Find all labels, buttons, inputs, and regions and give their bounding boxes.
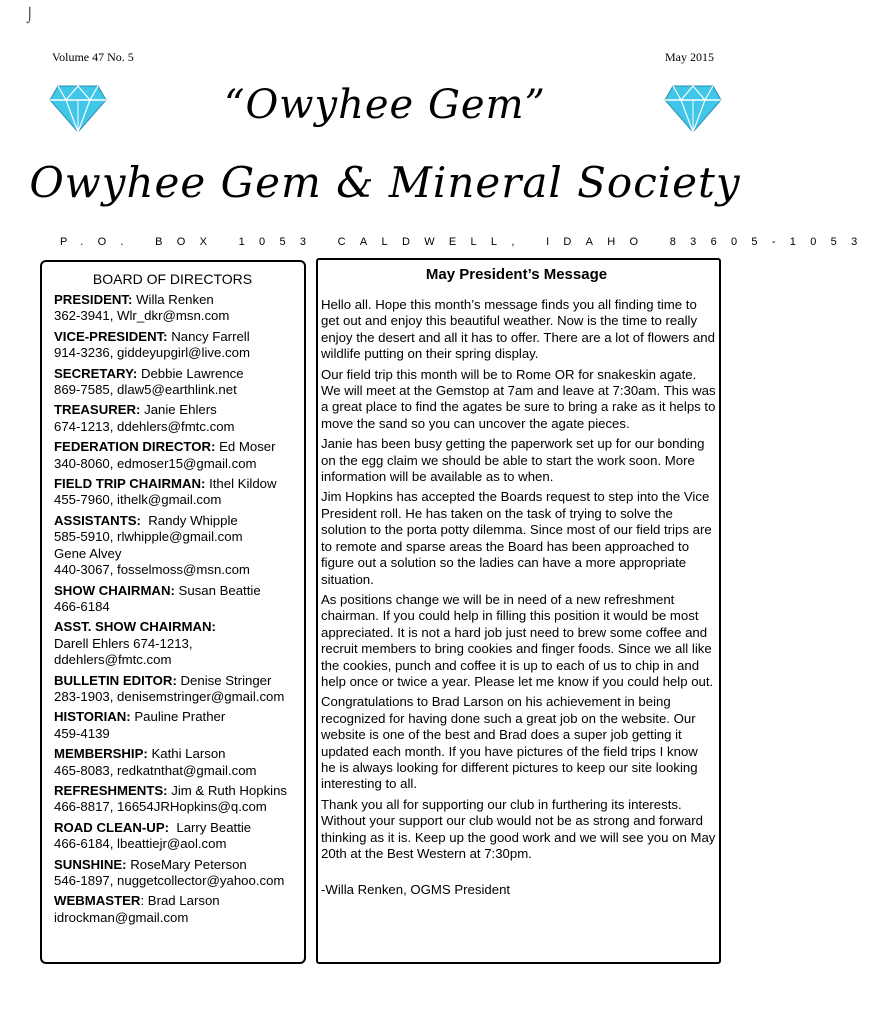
board-entry (54, 583, 306, 616)
board-contact-line: idrockman@gmail.com (54, 909, 189, 925)
corner-mark: ⌡ (26, 8, 34, 24)
board-member-name: Kathi Larson (147, 746, 226, 762)
board-role: FIELD TRIP CHAIRMAN: (54, 476, 206, 492)
board-role: REFRESHMENTS: (54, 782, 168, 798)
board-contact-line: 585-5910, rlwhipple@gmail.com (54, 529, 243, 545)
board-role: WEBMASTER (54, 893, 141, 909)
board-member-name: Larry Beattie (169, 819, 252, 835)
board-contact-line: 466-6184 (54, 598, 110, 614)
board-role: SECRETARY: (54, 365, 138, 381)
issue-date: May 2015 (665, 50, 714, 64)
board-member-name: Denise Stringer (176, 672, 272, 688)
board-entry (54, 513, 306, 579)
board-entry (54, 619, 306, 668)
board-role: ASSISTANTS: (54, 512, 141, 528)
board-entry (54, 476, 306, 509)
message-paragraph: As positions change we will be in need of a new refreshment chairman. If you could help in filling this position it would be most appreciated. It is not a hard job just need to brew some coffee and recruit members to bring cookies and finger foods. Since we all like the cookies, punch and coffee it is up to each of us to chip in and help once or twice a year. Please let me know if you could help out. (321, 591, 714, 689)
board-member-name: Willa Renken (132, 292, 214, 307)
newsletter-title: “Owyhee Gem” (224, 82, 546, 128)
board-role: PRESIDENT: (54, 292, 133, 307)
board-role: TREASURER: (54, 402, 141, 418)
board-member-name: RoseMary Peterson (126, 856, 247, 872)
message-body (321, 297, 716, 903)
board-role: SUNSHINE: (54, 856, 127, 872)
board-member-name: Jim & Ruth Hopkins (167, 782, 288, 798)
society-name: Owyhee Gem & Mineral Society (29, 158, 741, 207)
message-paragraph: Thank you all for supporting our club in furthering its interests. Without your support our club would not be as strong and forward thinking as it is. Keep up the good work and we will see you on May 20th at the Best Western at 7:30pm. (321, 796, 716, 861)
board-contact-line: Gene Alvey (54, 545, 122, 561)
board-contact-line: 466-6184, lbeattiejr@aol.com (54, 836, 227, 852)
message-paragraph: Congratulations to Brad Larson on his achievement in being recognized for having done such a great job on the website. Our website is one of the best and Brad does a super job getting it updated each month. If you have pictures of the field trips I know he is always looking for different pictures to keep our site looking interesting to all. (321, 694, 698, 792)
message-paragraph: Janie has been busy getting the paperwork set up for our bonding on the egg claim we should be able to start the work soon. More information will be available as to when. (321, 436, 705, 485)
board-member-name: : Brad Larson (140, 893, 220, 909)
board-entry (54, 366, 306, 399)
board-role: VICE-PRESIDENT: (54, 328, 168, 344)
message-paragraph: Our field trip this month will be to Rome OR for snakeskin agate. We will meet at the Gemstop at 7am and leave at 7:30am. This was a great place to find the agates be sure to bring a rake as it helps to move the sand so you can uncover the agate pieces. (321, 366, 716, 431)
board-entry (54, 820, 306, 853)
board-contact-line: 362-3941, Wlr_dkr@msn.com (54, 308, 230, 324)
board-contact-line: 283-1903, denisemstringer@gmail.com (54, 688, 285, 704)
board-member-name: Pauline Prather (130, 709, 226, 725)
board-role: ASST. SHOW CHAIRMAN: (54, 619, 216, 635)
volume-number: Volume 47 No. 5 (52, 50, 134, 64)
board-contact-line: 466-8817, 16654JRHopkins@q.com (54, 799, 267, 815)
board-role: BULLETIN EDITOR: (54, 672, 177, 688)
board-member-name: Susan Beattie (174, 582, 261, 598)
board-entry (54, 746, 306, 779)
board-contact-line: 674-1213, ddehlers@fmtc.com (54, 418, 235, 434)
board-role: HISTORIAN: (54, 709, 131, 725)
board-member-name: Ithel Kildow (205, 476, 277, 492)
board-contact-line: 546-1897, nuggetcollector@yahoo.com (54, 873, 285, 888)
board-contact-line: ddehlers@fmtc.com (54, 652, 172, 668)
board-entry (54, 783, 306, 816)
board-entry (54, 857, 306, 890)
board-contact-line: 465-8083, redkatnthat@gmail.com (54, 762, 257, 778)
board-role: MEMBERSHIP: (54, 746, 148, 762)
board-contact-line: 914-3236, giddeyupgirl@live.com (54, 345, 250, 361)
board-role: ROAD CLEAN-UP: (54, 819, 170, 835)
board-role: SHOW CHAIRMAN: (54, 582, 175, 598)
board-member-name: Janie Ehlers (140, 402, 217, 418)
message-title: May President’s Message (425, 266, 608, 283)
board-contact-line: 340-8060, edmoser15@gmail.com (54, 455, 257, 471)
board-member-name: Nancy Farrell (167, 328, 250, 344)
board-entry (54, 329, 306, 362)
board-contact-line: 455-7960, ithelk@gmail.com (54, 492, 222, 508)
board-contact-line: Darell Ehlers 674-1213, (54, 635, 193, 651)
board-member-name: Randy Whipple (140, 512, 238, 528)
board-title: BOARD OF DIRECTORS (92, 271, 253, 287)
mailing-address: P.O. BOX 1053 CALDWELL, IDAHO 83605-1053 (60, 236, 871, 248)
message-paragraph: Hello all. Hope this month’s message finds you all finding time to get out and enjoy this beautiful weather. Now is the time to really enjoy the desert and all it has to offer. There are a lot of flowers and wildlife putting on their spring display. (321, 297, 715, 362)
board-entry (54, 709, 306, 742)
board-entry (54, 893, 306, 926)
board-member-name: Debbie Lawrence (137, 365, 244, 381)
board-member-name: Ed Moser (215, 439, 276, 455)
board-entry (54, 402, 306, 435)
board-entry (54, 439, 306, 472)
board-contact-line: 869-7585, dlaw5@earthlink.net (54, 382, 237, 398)
board-entry (54, 673, 306, 706)
message-signature: -Willa Renken, OGMS President (321, 882, 511, 898)
board-list (54, 292, 306, 930)
board-entry (54, 292, 306, 325)
board-contact-line: 459-4139 (54, 725, 110, 741)
board-role: FEDERATION DIRECTOR: (54, 439, 216, 455)
message-paragraph: Jim Hopkins has accepted the Boards request to step into the Vice President roll. He has taken on the task of trying to solve the solution to the porta potty dilemma. Since most of our field trips are to remote and sparse areas the Board has been approached to figure out a solution so the ladies can have a more appropriate situation. (321, 489, 712, 587)
board-contact-line: 440-3067, fosselmoss@msn.com (54, 562, 250, 578)
